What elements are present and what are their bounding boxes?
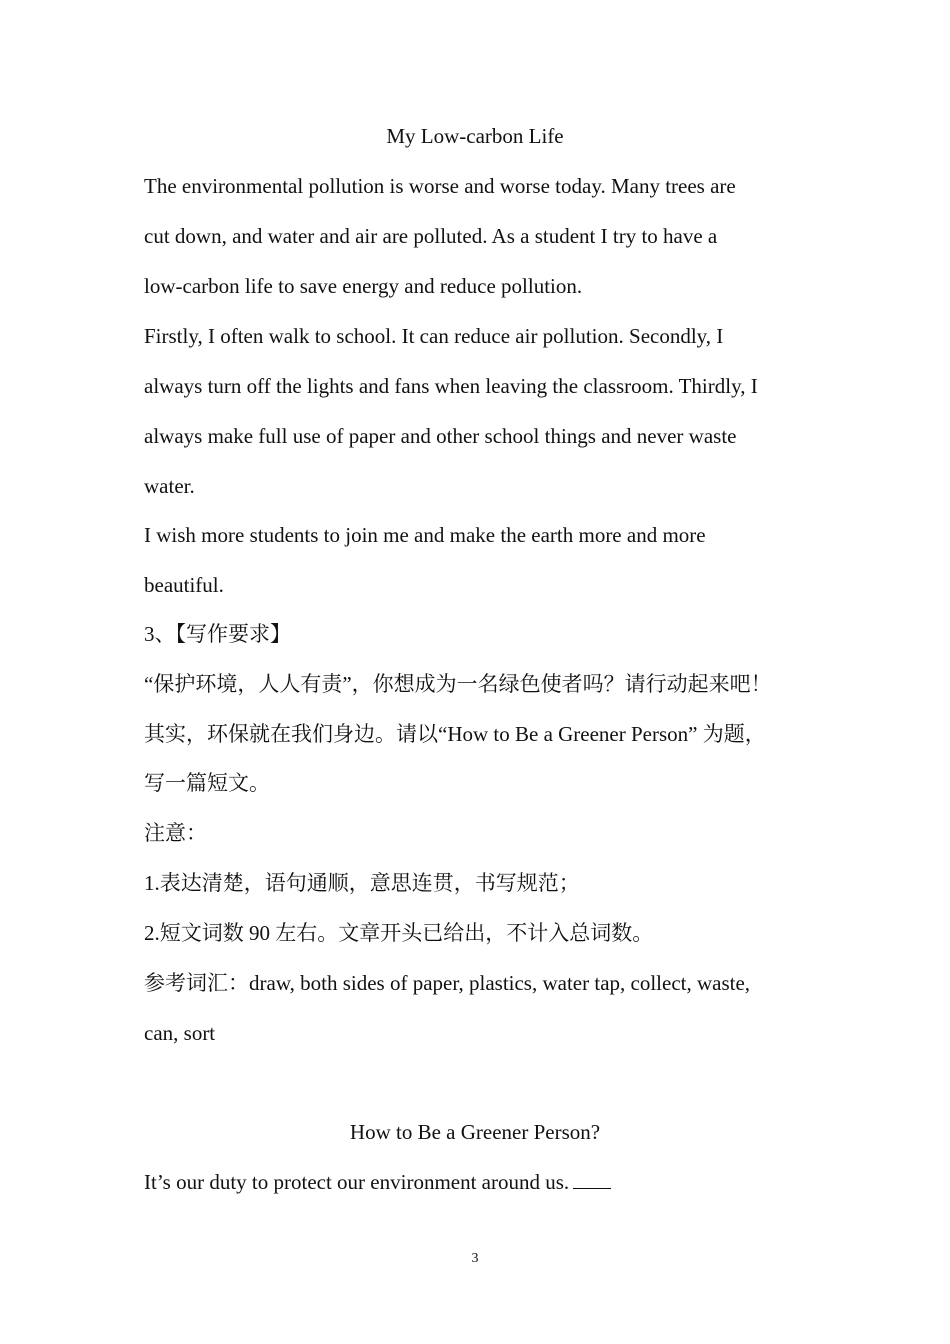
note-label: 注意： [144, 821, 207, 845]
task-prompt-line-2: 其实，环保就在我们身边。请以“How to Be a Greener Person” 为题， [144, 722, 766, 746]
essay2-title: How to Be a Greener Person? [349, 1120, 601, 1144]
essay-line-2: cut down, and water and air are polluted. As a student I try to have a [144, 224, 718, 248]
essay2-opening-line [144, 1168, 814, 1196]
essay-line-4: Firstly, I often walk to school. It can reduce air pollution. Secondly, I [144, 324, 724, 348]
vocab-line-1: 参考词汇：draw, both sides of paper, plastics, water tap, collect, waste, [144, 971, 751, 995]
page-number: 3 [471, 1251, 479, 1266]
essay2-opening-text: It’s our duty to protect our environment around us. [144, 1170, 570, 1194]
task-heading: 3、【写作要求】 [144, 622, 291, 646]
essay-line-3: low-carbon life to save energy and reduce pollution. [144, 274, 583, 298]
answer-blank[interactable] [573, 1168, 611, 1189]
essay-line-6: always make full use of paper and other school things and never waste [144, 424, 737, 448]
essay-line-8: I wish more students to join me and make the earth more and more [144, 523, 706, 547]
essay-title: My Low-carbon Life [386, 124, 564, 148]
note-item-1: 1.表达清楚，语句通顺，意思连贯，书写规范； [144, 871, 580, 895]
essay-line-1: The environmental pollution is worse and worse today. Many trees are [144, 174, 736, 198]
task-prompt-line-1: “保护环境，人人有责”，你想成为一名绿色使者吗？请行动起来吧！ [144, 672, 772, 696]
essay-line-5: always turn off the lights and fans when leaving the classroom. Thirdly, I [144, 374, 758, 398]
note-item-2: 2.短文词数 90 左右。文章开头已给出，不计入总词数。 [144, 921, 654, 945]
task-prompt-line-3: 写一篇短文。 [144, 771, 270, 795]
vocab-line-2: can, sort [144, 1021, 216, 1045]
essay-line-9: beautiful. [144, 573, 224, 597]
essay-line-7: water. [144, 474, 195, 498]
